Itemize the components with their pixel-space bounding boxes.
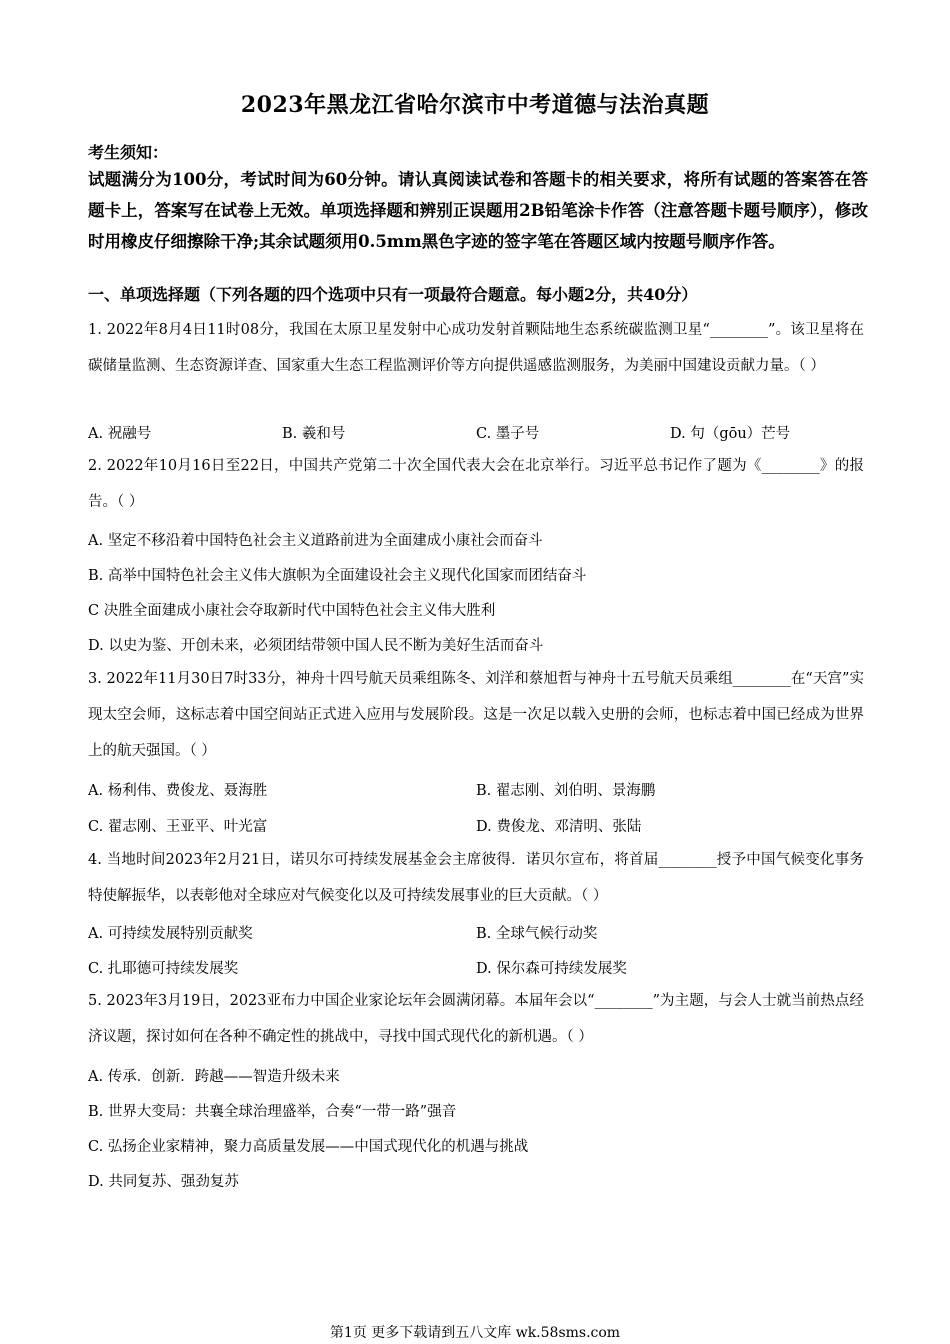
- question-2-stem: 2. 2022年10月16日至22日，中国共产党第二十次全国代表大会在北京举行。习近平总书记作了题为《________》的报告。（ ）: [88, 458, 864, 510]
- question-5-option-c: C. 弘扬企业家精神，聚力高质量发展——中国式现代化的机遇与挑战: [88, 1139, 529, 1155]
- question-1-stem: 1. 2022年8月4日11时08分，我国在太原卫星发射中心成功发射首颗陆地生态系统碳监测卫星“________”。该卫星将在碳储量监测、生态资源详查、国家重大生态工程监测评价等方向提供遥感监测服务，为美丽中国建设贡献力量。（ ）: [88, 322, 864, 374]
- option-d: D. 保尔森可持续发展奖: [476, 961, 627, 977]
- question-2-option-d: D. 以史为鉴、开创未来，必须团结带领中国人民不断为美好生活而奋斗: [88, 638, 544, 654]
- question-5-option-b: B. 世界大变局：共襄全球治理盛举，合奏“一带一路”强音: [88, 1104, 457, 1120]
- option-c: C. 墨子号: [476, 426, 540, 442]
- notice-text: 试题满分为100分，考试时间为60分钟。请认真阅读试卷和答题卡的相关要求，将所有试题的答案答在答题卡上，答案写在试卷上无效。单项选择题和辨别正误题用2B铅笔涂卡作答（注意答题卡题号顺序），修改时用橡皮仔细擦除干净;其余试题须用0.5mm黑色字迹的签字笔在答题区域内按题号顺序作答。: [88, 170, 868, 251]
- question-4-stem: 4. 当地时间2023年2月21日，诺贝尔可持续发展基金会主席彼得．诺贝尔宣布，将首届________授予中国气候变化事务特使解振华，以表彰他对全球应对气候变化以及可持续发展事业的巨大贡献。（ ）: [88, 852, 864, 904]
- option-c: C. 翟志刚、王亚平、叶光富: [88, 819, 268, 835]
- question-5-stem: 5. 2023年3月19日，2023亚布力中国企业家论坛年会圆满闭幕。本届年会以“________”为主题，与会人士就当前热点经济议题，探讨如何在各种不确定性的挑战中，寻找中国式现代化的新机遇。（ ）: [88, 993, 864, 1045]
- option-d: D. 费俊龙、邓清明、张陆: [476, 819, 642, 835]
- question-2-option-a: A. 坚定不移沿着中国特色社会主义道路前进为全面建成小康社会而奋斗: [88, 533, 543, 549]
- question-3-stem: 3. 2022年11月30日7时33分，神舟十四号航天员乘组陈冬、刘洋和蔡旭哲与神舟十五号航天员乘组________在“天宫”实现太空会师，这标志着中国空间站正式进入应用与发展阶段。这是一次足以载入史册的会师，也标志着中国已经成为世界上的航天强国。（ ）: [88, 671, 864, 759]
- option-a: A. 可持续发展特别贡献奖: [88, 926, 253, 942]
- option-b: B. 翟志刚、刘伯明、景海鹏: [476, 783, 656, 799]
- page-title: 2023年黑龙江省哈尔滨市中考道德与法治真题: [240, 92, 710, 118]
- question-5-option-a: A. 传承．创新．跨越——智造升级未来: [88, 1069, 340, 1085]
- notice-label: 考生须知：: [88, 143, 169, 162]
- question-5-option-d: D. 共同复苏、强劲复苏: [88, 1174, 239, 1190]
- option-b: B. 全球气候行动奖: [476, 926, 598, 942]
- option-d: D. 句（gōu）芒号: [670, 426, 791, 442]
- option-c: C. 扎耶德可持续发展奖: [88, 961, 239, 977]
- question-2-option-b: B. 高举中国特色社会主义伟大旗帜为全面建设社会主义现代化国家而团结奋斗: [88, 568, 587, 584]
- option-a: A. 祝融号: [88, 426, 152, 442]
- page-footer: 第1页 更多下载请到五八文库 wk.58sms.com: [329, 1325, 621, 1341]
- question-2-option-c: C 决胜全面建成小康社会夺取新时代中国特色社会主义伟大胜利: [88, 603, 496, 619]
- option-a: A. 杨利伟、费俊龙、聂海胜: [88, 783, 268, 799]
- section-heading: 一、单项选择题（下列各题的四个选项中只有一项最符合题意。每小题2分，共40分）: [88, 285, 698, 304]
- option-b: B. 羲和号: [282, 426, 346, 442]
